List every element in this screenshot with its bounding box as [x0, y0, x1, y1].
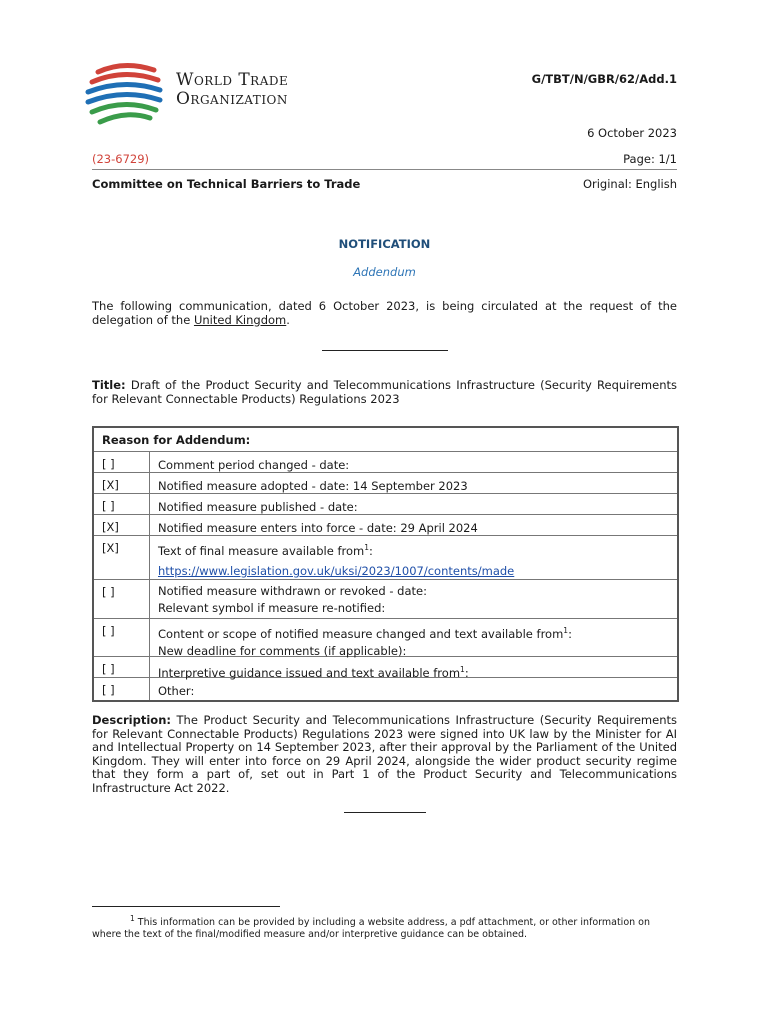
header-rule [92, 169, 677, 170]
org-name [176, 71, 288, 109]
org-name-line1: World Trade [176, 70, 289, 90]
committee-row [92, 177, 677, 191]
checkbox-scope-changed: [ ] [102, 624, 115, 638]
final-measure-link[interactable]: https://www.legislation.gov.uk/uksi/2023/1007/contents/made [158, 563, 515, 578]
original-language: Original: English [582, 177, 677, 191]
row-text: Notified measure withdrawn or revoked - date: [158, 584, 427, 598]
row-text-line2: New deadline for comments (if applicable): [158, 643, 407, 658]
footnote-ref[interactable]: 1 [460, 665, 465, 674]
intro-paragraph [92, 300, 677, 327]
row-text-block [158, 538, 671, 581]
footnote-ref[interactable]: 1 [563, 626, 569, 635]
footnote-text: This information can be provided by including a website address, a pdf attachment, or other information on where the text of the final/modified measure and/or interpretive guidance can be obtained. [92, 917, 651, 941]
row-text: Content or scope of notified measure changed and text available from [158, 626, 564, 641]
notification-heading: NOTIFICATION [338, 237, 431, 251]
footnote-mark-wrap [92, 914, 135, 928]
checkbox-guidance: [ ] [102, 662, 115, 676]
reference-number: (23-6729) [92, 152, 150, 166]
row-colon: : [464, 665, 469, 680]
row-text: Other: [158, 684, 195, 698]
description-text: The Product Security and Telecommunications Infrastructure (Security Requirements for Relevant Connectable Products) Regulations 2023 were signed into UK law by the Minister for AI and Intellectual Property on 14 September 2023, after their approval by the Parliament of the United Kingdom. They will enter into force on 29 April 2024, alongside the wider product security regime that they form a part of, set out in Part 1 of the Product Security and Telecommunications Infrastructure Act 2022. [92, 713, 677, 795]
checkbox-final-text: [X] [102, 541, 119, 555]
wto-logo [84, 58, 334, 130]
table-row [94, 657, 677, 678]
table-row [94, 678, 677, 700]
footnote [92, 913, 677, 941]
row-text-line [158, 538, 671, 561]
checkbox-withdrawn: [ ] [102, 585, 115, 599]
separator-line [322, 350, 448, 351]
footnote-ref[interactable]: 1 [364, 543, 370, 552]
description-label: Description: [92, 713, 171, 727]
end-separator [344, 812, 426, 813]
checkbox-comment-period: [ ] [102, 457, 115, 471]
row-text-block [158, 622, 671, 660]
row-text: Text of final measure available from [158, 543, 365, 558]
table-row [94, 452, 677, 473]
footnote-mark: 1 [130, 914, 135, 923]
checkbox-adopted: [X] [102, 478, 119, 492]
member-link[interactable]: United Kingdom [193, 312, 287, 327]
row-text: Comment period changed - date: [158, 458, 350, 472]
row-text-line [158, 622, 671, 643]
org-name-line2: Organization [176, 89, 288, 109]
row-text: Notified measure published - date: [158, 500, 358, 514]
table-row [94, 619, 677, 657]
reason-table-heading: Reason for Addendum: [94, 428, 677, 452]
row-text: Notified measure adopted - date: 14 September 2023 [158, 479, 468, 493]
addendum-subheading: Addendum [353, 265, 416, 279]
checkbox-published: [ ] [102, 499, 115, 513]
table-row [94, 494, 677, 515]
row-text: Interpretive guidance issued and text available from [158, 665, 461, 680]
row-text-block [158, 583, 671, 617]
description-paragraph [92, 714, 677, 795]
row-colon: : [568, 626, 572, 641]
title-text: Draft of the Product Security and Telecommunications Infrastructure (Security Requirements for Relevant Connectable Products) Regulations 2023 [92, 378, 677, 406]
title-paragraph [92, 379, 677, 406]
reference-row [92, 152, 677, 166]
row-text-line2: Relevant symbol if measure re-notified: [158, 601, 386, 615]
checkbox-entry-into-force: [X] [102, 520, 119, 534]
footnote-rule [92, 906, 280, 907]
reason-table [92, 426, 679, 702]
intro-end: . [286, 312, 290, 327]
committee-name: Committee on Technical Barriers to Trade [92, 177, 361, 191]
checkbox-other: [ ] [102, 683, 115, 697]
row-colon: : [369, 543, 373, 558]
table-row [94, 515, 677, 536]
document-symbol: G/TBT/N/GBR/62/Add.1 [531, 72, 677, 86]
title-label: Title: [92, 378, 126, 392]
table-row [94, 580, 677, 619]
table-row [94, 473, 677, 494]
row-text: Notified measure enters into force - date: 29 April 2024 [158, 521, 478, 535]
document-date: 6 October 2023 [587, 126, 677, 140]
page-number: Page: 1/1 [623, 152, 677, 166]
intro-text: The following communication, dated 6 October 2023, is being circulated at the request of the delegation of the [92, 299, 677, 327]
table-row [94, 536, 677, 580]
wto-swirl-icon [84, 58, 168, 130]
